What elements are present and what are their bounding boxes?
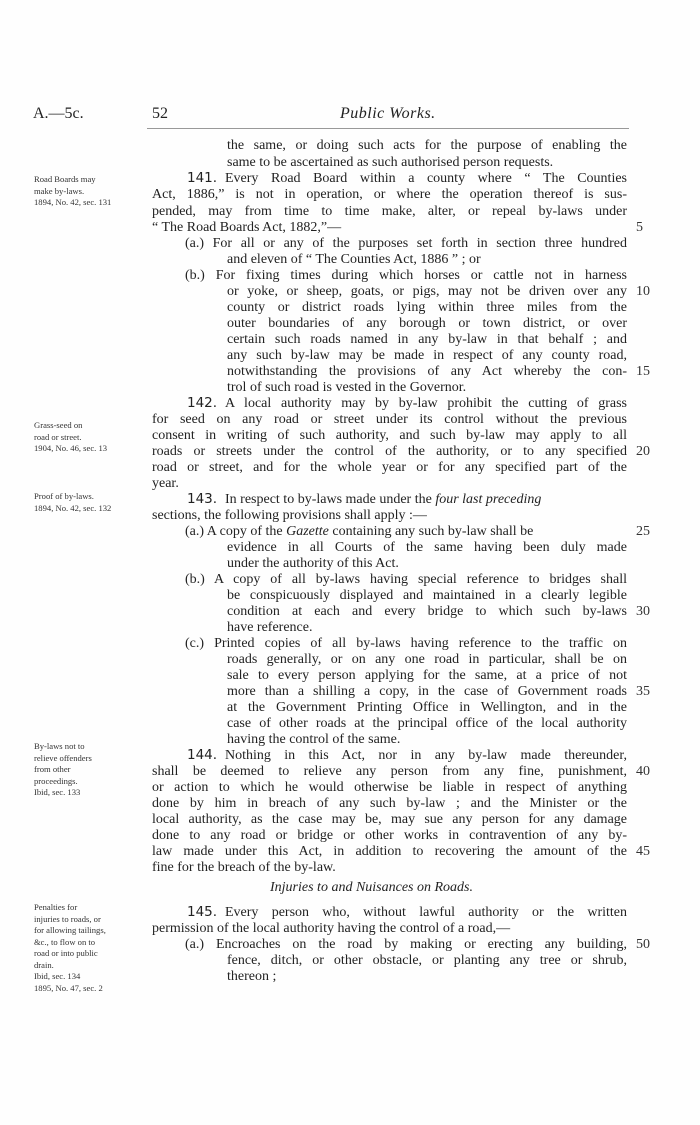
sidenote-line: make by-laws. — [34, 185, 85, 196]
body-line: A local authority may by by-law prohibit the cutting of grass — [225, 396, 627, 411]
body-line: or action to which he would otherwise be liable in respect of anything — [152, 780, 627, 795]
body-text: (a.) A copy of the — [185, 524, 287, 539]
body-line: sale to every person applying for the same, at a price of not — [227, 668, 627, 683]
body-line: for seed on any road or street under its control without the previous — [152, 412, 627, 427]
sidenote-line: drain. — [34, 959, 54, 970]
document-reference: A.—5c. — [33, 105, 84, 122]
body-line: year. — [152, 476, 179, 491]
body-line: done by him in breach of any such by-law ; and the Minister or the — [152, 796, 627, 811]
body-line: condition at each and every bridge to which such by-laws — [227, 604, 627, 619]
body-line: having the control of the same. — [227, 732, 401, 747]
body-line: shall be deemed to relieve any person from any fine, punishment, — [152, 764, 627, 779]
line-number: 30 — [636, 604, 650, 619]
body-line — [225, 492, 627, 508]
body-line: consent in writing of such authority, and such by-law may apply to all — [152, 428, 627, 443]
body-line: roads or streets under the control of the authority, or to any specified — [152, 444, 627, 459]
body-line: (c.) Printed copies of all by-laws having reference to the traffic on — [185, 636, 627, 651]
sidenote-line: Ibid, sec. 134 — [34, 971, 81, 981]
sidenote-line: relieve offenders — [34, 752, 92, 763]
body-line: law made under this Act, in addition to recovering the amount of the — [152, 844, 627, 859]
body-line: (a.) For all or any of the purposes set forth in section three hundred — [185, 236, 627, 251]
sidenote-142 — [34, 420, 146, 455]
line-number: 10 — [636, 284, 650, 299]
line-number: 25 — [636, 524, 650, 539]
body-line: any such by-law may be made in respect of any county road, — [227, 348, 627, 363]
sidenote-line: proceedings. — [34, 775, 78, 786]
body-line: Every person who, without lawful authority or the written — [225, 905, 627, 920]
body-line: local authority, as the case may be, may sue any person for any damage — [152, 812, 627, 827]
body-line: road or street, and for the whole year or for any specified part of the — [152, 460, 627, 475]
body-line: same to be ascertained as such authorised person requests. — [227, 155, 554, 170]
section-number-143: 143. — [187, 491, 218, 507]
body-line: county or district roads lying within three miles from the — [227, 300, 627, 315]
sidenote-145 — [34, 902, 146, 994]
body-line: sections, the following provisions shall apply :— — [152, 508, 427, 523]
sidenote-line: 1904, No. 46, sec. 13 — [34, 443, 108, 453]
body-line: more than a shilling a copy, in the case of Government roads — [227, 684, 627, 699]
sidenote-line: Proof of by-laws. — [34, 491, 94, 501]
body-text-italic: Gazette — [286, 524, 329, 539]
section-number-144: 144. — [187, 747, 218, 763]
line-number: 45 — [636, 844, 650, 859]
body-line: fine for the breach of the by-law. — [152, 860, 336, 875]
sidenote-line: 1894, No. 42, sec. 131 — [34, 197, 112, 207]
sidenote-line: from other — [34, 764, 71, 774]
sidenote-line: Ibid, sec. 133 — [34, 787, 81, 797]
sidenote-143 — [34, 491, 146, 514]
body-text: In respect to by-laws made under the — [225, 492, 436, 507]
sidenote-line: road or into public — [34, 948, 98, 958]
body-line: (b.) A copy of all by-laws having special reference to bridges shall — [185, 572, 627, 587]
sidenote-line: road or street. — [34, 431, 82, 442]
sidenote-line: for allowing tailings, — [34, 925, 106, 935]
sidenote-line: By-laws not to — [34, 741, 85, 751]
body-line: Every Road Board within a county where “ The Counties — [225, 171, 627, 186]
body-line: have reference. — [227, 620, 313, 635]
body-line: (b.) For fixing times during which horses or cattle not in harness — [185, 268, 627, 283]
body-line: case of other roads at the principal office of the local authority — [227, 716, 627, 731]
body-line: outer boundaries of any borough or town district, or over — [227, 316, 627, 331]
line-number: 15 — [636, 364, 650, 379]
line-number: 5 — [636, 220, 643, 235]
sidenote-line: injuries to roads, or — [34, 913, 101, 924]
body-line: under the authority of this Act. — [227, 556, 399, 571]
line-number: 20 — [636, 444, 650, 459]
sidenote-line: Penalties for — [34, 902, 78, 912]
body-line: at the Government Printing Office in Wellington, and in the — [227, 700, 627, 715]
body-line: fence, ditch, or other obstacle, or planting any tree or shrub, — [227, 953, 627, 968]
line-number: 35 — [636, 684, 650, 699]
page-number: 52 — [152, 105, 168, 122]
section-number-142: 142. — [187, 395, 218, 411]
body-line: evidence in all Courts of the same having been duly made — [227, 540, 627, 555]
sidenote-141 — [34, 174, 146, 209]
subheading: Injuries to and Nuisances on Roads. — [270, 880, 473, 895]
section-number-141: 141. — [187, 170, 218, 186]
sidenote-line: Road Boards may — [34, 174, 96, 184]
sidenote-line: 1895, No. 47, sec. 2 — [34, 982, 103, 993]
page-title: Public Works. — [340, 105, 436, 122]
body-line: permission of the local authority having the control of a road,— — [152, 921, 511, 936]
body-line: and eleven of “ The Counties Act, 1886 ” ; or — [227, 252, 481, 267]
line-number: 40 — [636, 764, 650, 779]
sidenote-144 — [34, 741, 146, 799]
header-rule — [147, 128, 629, 129]
body-line: Nothing in this Act, nor in any by-law made thereunder, — [225, 748, 627, 763]
body-line: be conspicuously displayed and maintained in a clearly legible — [227, 588, 627, 603]
body-line — [185, 524, 627, 540]
body-line: trol of such road is vested in the Governor. — [227, 380, 467, 395]
body-line: the same, or doing such acts for the purpose of enabling the — [227, 138, 627, 153]
sidenote-line: 1894, No. 42, sec. 132 — [34, 502, 112, 513]
body-text-italic: four last preceding — [435, 492, 542, 507]
body-line: pended, may from time to time make, alter, or repeal by-laws under — [152, 204, 627, 219]
body-line: or yoke, or sheep, goats, or pigs, may not be driven over any — [227, 284, 627, 299]
line-number: 50 — [636, 937, 650, 952]
body-line: done to any road or bridge or other works in contravention of any by- — [152, 828, 627, 843]
sidenote-line: &c., to flow on to — [34, 936, 96, 947]
body-line: (a.) Encroaches on the road by making or erecting any building, — [185, 937, 627, 952]
sidenote-line: Grass-seed on — [34, 420, 83, 430]
body-line: “ The Road Boards Act, 1882,”— — [152, 220, 342, 235]
body-line: thereon ; — [227, 969, 277, 984]
body-text: containing any such by-law shall be — [328, 524, 534, 539]
body-line: roads generally, or on any one road in particular, shall be on — [227, 652, 627, 667]
body-line: certain such roads named in any by-law in that behalf ; and — [227, 332, 627, 347]
body-line: notwithstanding the provisions of any Act whereby the con- — [227, 364, 627, 379]
section-number-145: 145. — [187, 904, 218, 920]
body-line: Act, 1886,” is not in operation, or where the operation thereof is sus- — [152, 187, 627, 202]
